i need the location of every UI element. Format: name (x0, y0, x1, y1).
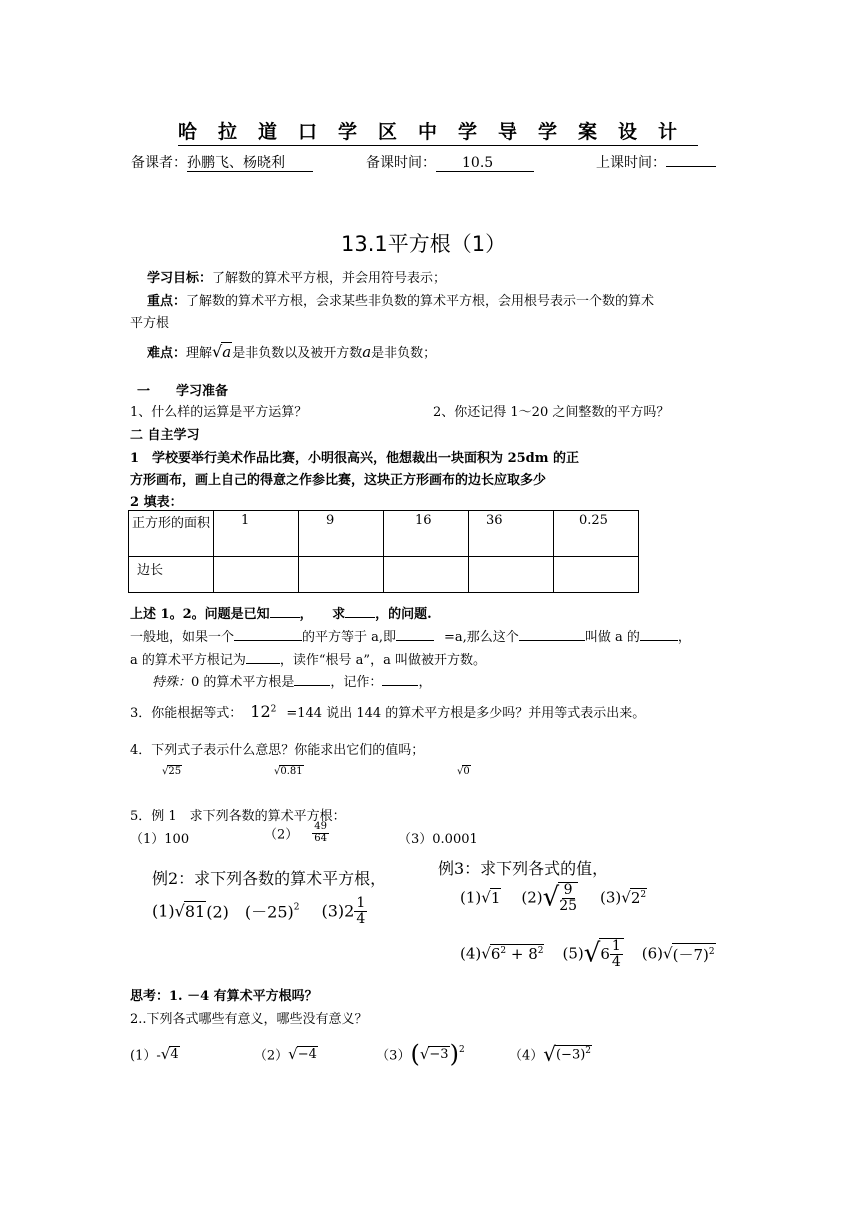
goal-line (147, 267, 446, 286)
preparer-line (131, 152, 313, 172)
example-2-title: 例2：求下列各数的算术平方根， (152, 869, 387, 888)
sqrt-icon: √ (288, 1045, 298, 1063)
table-cell (554, 557, 639, 593)
blank (234, 628, 302, 641)
blank (246, 651, 280, 664)
document-title: 哈拉道口学区中学导学案设计 (178, 117, 698, 146)
think-heading: 思考：1. －4 有算术平方根吗？ (130, 989, 318, 1004)
example-3-row-2: $(4)√6^2 + 8^2$ (5)√6 $\frac{1}{4}$ $(6)√(-7)^2$ (460, 938, 715, 970)
blank (294, 673, 330, 686)
class-time-blank (666, 154, 716, 167)
sqrt-expression: √0 (457, 766, 470, 777)
problem-1-line-a: 1 学校要举行美术作品比赛，小明很高兴，他想裁出一块面积为 25dm 的正 (130, 451, 580, 466)
sqrt-icon: √ (274, 766, 281, 777)
goal-text: 了解数的算术平方根，并会用符号表示； (212, 271, 447, 286)
sqrt-icon: √ (212, 342, 223, 361)
blank (270, 605, 300, 618)
class-time-line (596, 152, 716, 172)
concept-line-2: 一般地，如果一个 的平方等于 a,即 =a,那么这个 叫做 a 的 ， (130, 630, 691, 645)
sqrt-icon: √ (621, 888, 631, 907)
lesson-title: 13.1平方根（1） (341, 232, 507, 256)
section1-question-2: 2、你还记得 1～20 之间整数的平方吗？ (433, 405, 670, 420)
sqrt-icon: √ (162, 766, 169, 777)
table-cell-label: 正方形的面积 (129, 511, 214, 557)
key-label: 重点： (147, 294, 187, 309)
question-3: 3．你能根据等式： $12^2 =144$ 说出 144 的算术平方根是多少吗？并用等式表示出来。 (130, 702, 646, 721)
sqrt-icon: √ (542, 882, 560, 913)
section1-heading: 一 学习准备 (137, 384, 229, 399)
table-cell: 16 (384, 511, 469, 557)
sqrt-icon: √ (419, 1045, 430, 1063)
sqrt-expression: √0.81 (274, 766, 303, 777)
table-cell: 1 (214, 511, 299, 557)
blank (345, 605, 375, 618)
prep-time-value: 10.5 (436, 155, 534, 172)
problem-1-line-b: 方形画布，画上自己的得意之作参比赛，这块正方形画布的边长应取多少 (130, 473, 547, 488)
example-3-row-1: (1)√1 (2)√ $\frac{9}{25}$ $(3)√2^2$ (460, 882, 647, 914)
section1-question-1: 1、什么样的运算是平方运算？ (130, 405, 308, 420)
radicand: a (222, 343, 232, 361)
class-time-label: 上课时间： (596, 155, 666, 171)
special-line: 特殊：0 的算术平方根是 ，记作： ， (152, 675, 432, 690)
think-question-2: 2..下列各式哪些有意义，哪些没有意义？ (130, 1012, 368, 1027)
difficulty-line: 难点：理解√a是非负数以及被开方数a是非负数； (147, 342, 437, 361)
table-cell-label: 边长 (129, 557, 214, 593)
example-3-title: 例3：求下列各式的值， (438, 859, 609, 878)
sqrt-icon: √ (543, 1042, 556, 1066)
fill-table-heading: 2 填表： (130, 495, 183, 510)
preparer-value: 孙鹏飞、杨晓利 (187, 155, 313, 172)
table-cell: 36 (469, 511, 554, 557)
blank (519, 628, 585, 641)
q5-item-2: （2） $\frac{49}{64}$ (264, 821, 328, 844)
sqrt-expression: √25 (162, 766, 182, 777)
q5-item-3: （3）0.0001 (398, 832, 478, 847)
sqrt-icon: √ (457, 766, 464, 777)
blank (396, 628, 434, 641)
table-row (129, 557, 639, 593)
table-cell: 9 (299, 511, 384, 557)
difficulty-label: 难点： (147, 346, 187, 361)
section2-heading: 二 自主学习 (130, 428, 200, 443)
special-label: 特殊： (152, 675, 192, 690)
table-cell (384, 557, 469, 593)
sqrt-icon: √ (481, 944, 491, 963)
example-2-expressions: (1)√81(2) $(-25)^2$ (3)2 $\frac{1}{4}$ (152, 895, 366, 927)
sqrt-icon: √ (583, 938, 601, 969)
blank (640, 628, 678, 641)
question-4: 4．下列式子表示什么意思？你能求出它们的值吗； (130, 743, 425, 758)
table-cell (469, 557, 554, 593)
key-line-2: 平方根 (130, 316, 170, 331)
sqrt-icon: √ (663, 944, 673, 963)
blank (382, 673, 418, 686)
prep-time-label: 备课时间： (366, 155, 436, 171)
fill-table (128, 510, 639, 593)
table-row (129, 511, 639, 557)
key-line-1 (147, 290, 654, 309)
sqrt-icon: √ (174, 901, 185, 921)
key-text-1: 了解数的算术平方根，会求某些非负数的算术平方根，会用根号表示一个数的算术 (186, 294, 655, 309)
goal-label: 学习目标： (147, 271, 213, 286)
sqrt-icon: √ (481, 888, 491, 907)
table-cell: 0.25 (554, 511, 639, 557)
table-cell (214, 557, 299, 593)
prep-time-line (366, 152, 534, 172)
q5-item-1: （1）100 (130, 832, 190, 847)
concept-line-1: 上述 1。2。问题是已知 ， 求 ，的问题. (130, 607, 432, 622)
preparer-label: 备课者： (131, 155, 187, 171)
concept-line-3: a 的算术平方根记为 ，读作“根号 a”，a 叫做被开方数。 (130, 653, 486, 668)
question-5: 5．例 1 求下列各数的算术平方根： (130, 809, 346, 824)
table-cell (299, 557, 384, 593)
sqrt-icon: √ (160, 1045, 171, 1063)
think-items: (1）-√4 （2）√−4 $(3)(√-3)^2$ $(4)√(-3)^2$ (130, 1040, 592, 1068)
